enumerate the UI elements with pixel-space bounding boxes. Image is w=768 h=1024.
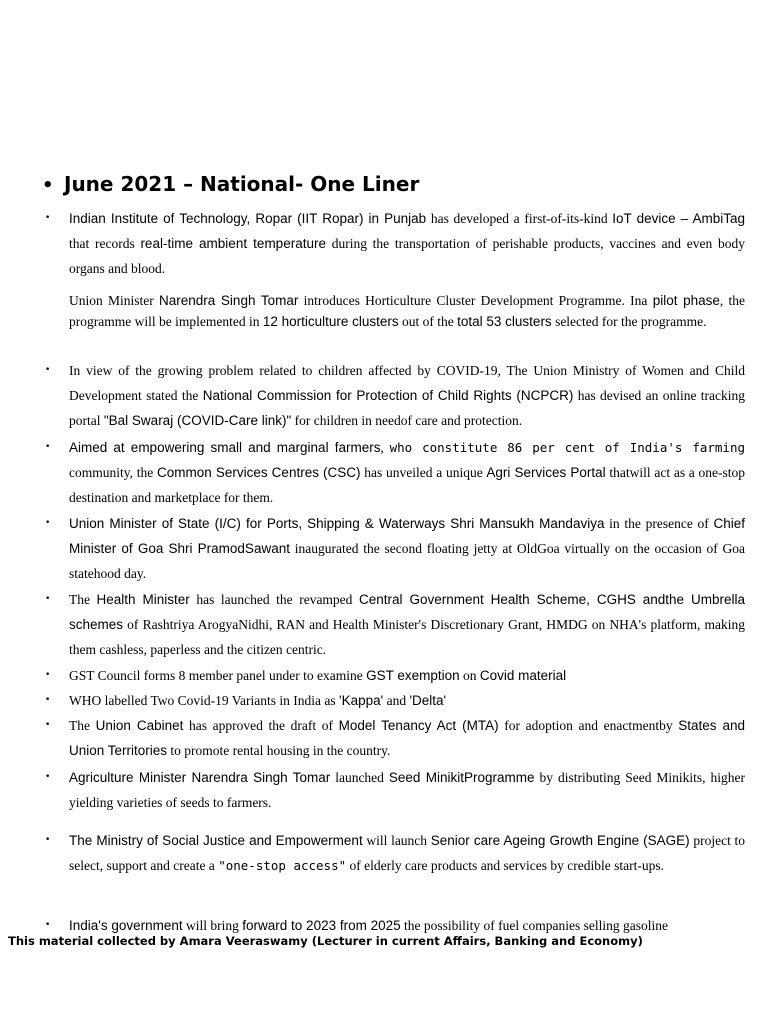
item-text: will bring (182, 918, 243, 933)
item-text: pilot phase (652, 293, 720, 308)
item-text: in the presence of (604, 516, 714, 531)
item-text: In view of the growing problem related to children affected by COVID-19, The Union Ministry of Women and Child Development stated the (69, 363, 745, 403)
item-text: Union Minister (69, 293, 160, 308)
list-item (45, 828, 745, 878)
item-text: launched (330, 770, 389, 785)
item-text: of elderly care products and services by credible start-ups. (346, 858, 665, 873)
item-text: who constitute 86 per cent of India's farming (389, 440, 745, 455)
item-text: Indian Institute of Technology, Ropar (IIT Ropar) in Punjab (69, 211, 427, 226)
item-text: project to select, support and create a (69, 833, 745, 873)
bullet-icon: • (45, 720, 51, 730)
item-text: GST Council forms 8 member panel under to examine (69, 668, 367, 683)
item-text: community, the (69, 465, 157, 480)
item-text: Aimed at empowering small and marginal farmers (69, 440, 381, 455)
item-text: Health Minister (96, 592, 190, 607)
item-text: has unveiled a unique (360, 465, 487, 480)
item-text: has developed a first-of-its-kind (426, 211, 613, 226)
item-text: Model Tenancy Act (MTA) (338, 718, 499, 733)
item-text: Union Minister of State (I/C) for Ports, Shipping & Waterways Shri Mansukh Mandaviya (69, 516, 605, 531)
item-text: Covid material (479, 668, 567, 683)
item-text: Agri Services Portal (486, 465, 606, 480)
list-item (45, 688, 745, 713)
item-text: for children in needof care and protection. (291, 413, 523, 428)
item-text: Narendra Singh Tomar (159, 293, 299, 308)
bullet-icon: • (45, 365, 51, 375)
item-text: The (69, 718, 96, 733)
bullet-icon: • (45, 835, 51, 845)
bullet-icon: • (45, 442, 51, 452)
item-text: India's government (69, 918, 183, 933)
item-text: by distributing Seed Minikits, higher yielding varieties of seeds to farmers. (69, 770, 746, 810)
bullet-icon: • (45, 920, 51, 930)
list-item (45, 206, 746, 281)
bullet-icon: • (45, 518, 51, 528)
page-title (42, 172, 419, 196)
item-text: and (383, 693, 410, 708)
bullet-icon: • (45, 213, 51, 223)
item-text: for adoption and enactmentby (498, 718, 679, 733)
item-text: the possibility of fuel companies selling gasoline (400, 918, 668, 933)
item-text: will launch (362, 833, 431, 848)
item-text: total 53 clusters (457, 314, 552, 329)
item-text: during the transportation of perishable products, vaccines and even body organs and blood. (69, 236, 745, 276)
item-text: , (380, 440, 390, 455)
item-text: Common Services Centres (CSC) (156, 465, 361, 480)
item-text: States and Union Territories (69, 718, 745, 758)
bullet-icon: • (45, 695, 51, 705)
list-item (45, 587, 746, 662)
item-text: GST exemption (366, 668, 460, 683)
item-text: WHO labelled Two Covid-19 Variants in India as (69, 693, 340, 708)
list-item (45, 713, 745, 763)
list-item (45, 435, 746, 510)
item-text: Central Government Health Scheme, CGHS andthe Umbrella schemes (69, 592, 746, 632)
item-text: selected for the programme. (551, 314, 707, 329)
item-text: The Ministry of Social Justice and Empowerment (69, 833, 363, 848)
item-text: has devised an online tracking portal (69, 388, 746, 428)
list-item (45, 765, 746, 815)
item-text: Chief Minister of Goa Shri PramodSawant (69, 516, 745, 556)
item-text: 'Kappa' (339, 693, 384, 708)
list-item (69, 290, 745, 332)
bullet-icon: • (45, 772, 51, 782)
list-item (45, 358, 746, 433)
title-text: June 2021 – National- One Liner (64, 172, 420, 196)
list-item (45, 511, 745, 586)
item-text: IoT device – AmbiTag (612, 211, 746, 226)
item-text: Union Cabinet (95, 718, 184, 733)
item-text: The (69, 592, 97, 607)
item-text: forward to 2023 from 2025 (242, 918, 401, 933)
item-text: National Commission for Protection of Child Rights (NCPCR) (202, 388, 574, 403)
item-text: on (459, 668, 480, 683)
title-bullet: • (42, 175, 54, 196)
item-text: , the programme will be implemented in (69, 293, 745, 329)
item-text: Senior care Ageing Growth Engine (SAGE) (430, 833, 690, 848)
list-item (45, 663, 745, 688)
item-text: out of the (398, 314, 458, 329)
item-text: of Rashtriya ArogyaNidhi, RAN and Health Minister's Discretionary Grant, HMDG on NHA's platform, making them cashless, paperless and the citizen centric. (69, 617, 745, 657)
item-text: to promote rental housing in the country. (167, 743, 391, 758)
item-text: 12 horticulture clusters (262, 314, 399, 329)
item-text: "Bal Swaraj (COVID-Care link)" (103, 413, 292, 428)
item-text: has launched the revamped (189, 592, 359, 607)
bullet-icon: • (45, 594, 51, 604)
item-text: introduces Horticulture Cluster Development Programme. Ina (298, 293, 653, 308)
item-text: "one-stop access" (218, 858, 347, 873)
item-text: has approved the draft of (183, 718, 339, 733)
item-text: 'Delta' (409, 693, 447, 708)
item-text: Agriculture Minister Narendra Singh Tomar (69, 770, 331, 785)
bullet-icon: • (45, 670, 51, 680)
item-text: real-time ambient temperature (140, 236, 326, 251)
item-text: inaugurated the second floating jetty at OldGoa virtually on the occasion of Goa statehood day. (69, 541, 745, 581)
item-text: Seed MinikitProgramme (388, 770, 535, 785)
footer-credit: This material collected by Amara Veeraswamy (Lecturer in current Affairs, Banking and Economy) (8, 934, 643, 948)
item-text: thatwill act as a one-stop destination and marketplace for them. (69, 465, 746, 505)
item-text: that records (69, 236, 141, 251)
